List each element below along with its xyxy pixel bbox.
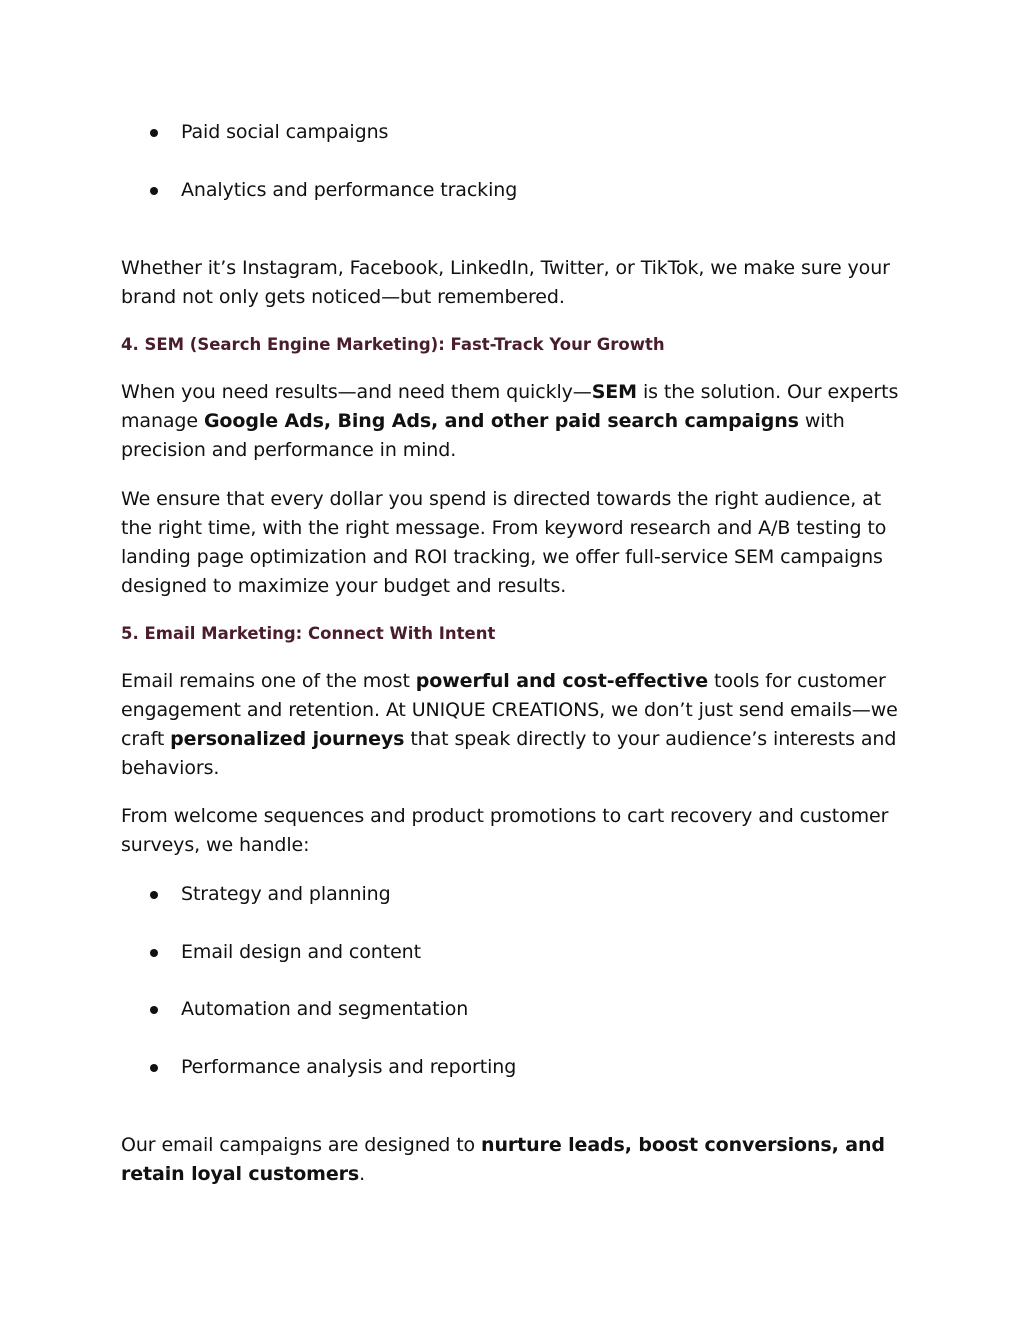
text-run: . (359, 1163, 366, 1185)
bullet-icon (150, 1006, 158, 1014)
paragraph-email-closing (121, 1131, 906, 1189)
bold-text: personalized journeys (170, 728, 405, 750)
bullet-icon (150, 187, 158, 195)
section-heading-sem: 4. SEM (Search Engine Marketing): Fast-Track Your Growth (121, 335, 665, 354)
paragraph-email-handle: From welcome sequences and product promotions to cart recovery and customer surveys, we handle: (121, 805, 889, 856)
bullet-icon (150, 129, 158, 137)
paragraph-platforms: Whether it’s Instagram, Facebook, LinkedIn, Twitter, or TikTok, we make sure your brand not only gets noticed—but remembered. (121, 257, 890, 308)
list-item-text: Performance analysis and reporting (181, 1056, 517, 1078)
bold-text: nurture leads, boost conversions, and retain loyal customers (121, 1134, 885, 1185)
paragraph-sem-details: We ensure that every dollar you spend is directed towards the right audience, at the right time, with the right message. From keyword research and A/B testing to landing page optimization and ROI tracking, we offer full-service SEM campaigns designed to maximize your budget and results. (121, 488, 887, 597)
text-run: with precision and performance in mind. (121, 410, 845, 461)
text-run: tools for customer engagement and retention. At UNIQUE CREATIONS, we don’t just send emails—we craft (121, 670, 898, 750)
bullet-icon (150, 891, 158, 899)
paragraph-sem-intro (121, 378, 906, 465)
bold-text: SEM (591, 381, 637, 403)
list-item-text: Email design and content (181, 941, 421, 963)
text-run: When you need results—and need them quickly— (121, 381, 592, 403)
bold-text: powerful and cost-effective (415, 670, 709, 692)
text-run: Our email campaigns are designed to (121, 1134, 482, 1156)
list-item-text: Analytics and performance tracking (181, 179, 518, 201)
list-item-text: Automation and segmentation (181, 998, 469, 1020)
section-heading-email: 5. Email Marketing: Connect With Intent (121, 624, 496, 643)
paragraph-email-intro (121, 667, 906, 783)
text-run: Email remains one of the most (121, 670, 416, 692)
list-item-text: Paid social campaigns (181, 121, 389, 143)
text-run: that speak directly to your audience’s interests and behaviors. (121, 728, 897, 779)
bullet-icon (150, 949, 158, 957)
bullet-icon (150, 1064, 158, 1072)
text-run: is the solution. Our experts manage (121, 381, 899, 432)
list-item-text: Strategy and planning (181, 883, 391, 905)
bold-text: Google Ads, Bing Ads, and other paid search campaigns (203, 410, 799, 432)
